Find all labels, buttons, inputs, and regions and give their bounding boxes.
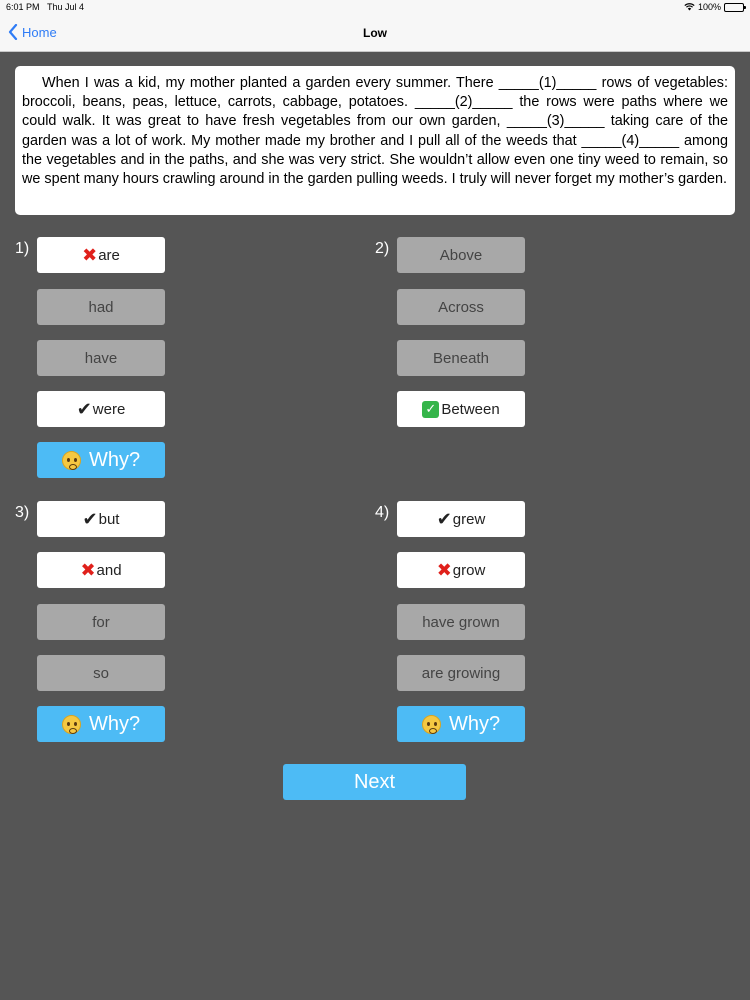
q4-option-3[interactable] xyxy=(397,604,525,640)
q1-option-3-label: have xyxy=(84,349,118,367)
q2-option-2[interactable] xyxy=(397,289,525,325)
wifi-icon xyxy=(684,3,695,11)
green-check-box-icon: ✓ xyxy=(422,401,439,418)
q1-why-button[interactable] xyxy=(37,442,165,478)
q1-option-3[interactable] xyxy=(37,340,165,376)
check-mark-icon: ✔ xyxy=(82,509,98,529)
navigation-bar xyxy=(0,14,750,52)
q1-option-1[interactable] xyxy=(37,237,165,273)
status-right xyxy=(684,2,744,12)
cross-mark-icon: ✖ xyxy=(436,560,452,580)
q4-option-4-label: are growing xyxy=(421,664,501,682)
q4-option-3-label: have grown xyxy=(422,613,500,631)
q4-option-1-label: grew xyxy=(452,510,486,528)
next-button-label: Next xyxy=(353,770,396,793)
q2-option-2-label: Across xyxy=(438,298,484,316)
q4-why-label: Why? xyxy=(448,712,501,735)
q1-why-label: Why? xyxy=(88,448,141,471)
q2-option-1-label: Above xyxy=(439,246,483,264)
q3-option-4-label: so xyxy=(93,664,109,682)
battery-percent: 100% xyxy=(697,2,721,12)
q3-option-2[interactable] xyxy=(37,552,165,588)
passage-text: When I was a kid, my mother planted a garden every summer. There _____(1)_____ rows of vegetables: broccoli, beans, peas, lettuce, carrots, cabbage, potatoes. _____(2)_____ the rows were paths where we could walk. It was great to have fresh vegetables from our own garden, _____(3)_____ taking care of the garden was a lot of work. My mother made my brother and I pull all of the weeds that _____(4)_____ among the vegetables and in the paths, and she was very strict. She wouldn’t allow even one tiny weed to remain, so we spent many hours crawling around in the garden pulling weeds. I truly will never forget my mother’s garden. xyxy=(15,66,735,215)
q1-option-2-label: had xyxy=(88,298,114,316)
back-button-label: Home xyxy=(22,24,57,40)
q4-option-2[interactable] xyxy=(397,552,525,588)
q4-option-4[interactable] xyxy=(397,655,525,691)
q2-option-4[interactable] xyxy=(397,391,525,427)
next-button[interactable] xyxy=(283,764,466,800)
q3-option-1[interactable] xyxy=(37,501,165,537)
q1-option-4[interactable] xyxy=(37,391,165,427)
check-mark-icon: ✔ xyxy=(436,509,452,529)
status-date: Thu Jul 4 xyxy=(47,2,85,12)
q2-option-3-label: Beneath xyxy=(433,349,489,367)
q3-option-3-label: for xyxy=(92,613,110,631)
question-number-3: 3) xyxy=(15,504,30,521)
page-title: Low xyxy=(363,26,387,40)
q1-option-2[interactable] xyxy=(37,289,165,325)
q3-option-3[interactable] xyxy=(37,604,165,640)
q4-option-2-label: grow xyxy=(452,561,486,579)
question-number-4: 4) xyxy=(375,504,390,521)
q3-why-button[interactable] xyxy=(37,706,165,742)
question-number-1: 1) xyxy=(15,240,30,257)
cross-mark-icon: ✖ xyxy=(80,560,96,580)
q2-option-3[interactable] xyxy=(397,340,525,376)
q3-option-2-label: and xyxy=(96,561,122,579)
worried-face-icon xyxy=(62,715,81,734)
worried-face-icon xyxy=(62,451,81,470)
q3-why-label: Why? xyxy=(88,712,141,735)
status-time: 6:01 PM xyxy=(6,2,40,12)
q3-option-4[interactable] xyxy=(37,655,165,691)
q1-option-1-label: are xyxy=(98,246,120,264)
status-bar xyxy=(0,0,750,14)
q3-option-1-label: but xyxy=(98,510,120,528)
question-number-2: 2) xyxy=(375,240,390,257)
check-mark-icon: ✔ xyxy=(76,399,92,419)
q4-why-button[interactable] xyxy=(397,706,525,742)
q2-option-1[interactable] xyxy=(397,237,525,273)
q2-option-4-label: Between xyxy=(441,400,500,418)
battery-icon xyxy=(724,3,744,12)
cross-mark-icon: ✖ xyxy=(82,245,98,265)
worried-face-icon xyxy=(422,715,441,734)
q1-option-4-label: were xyxy=(92,400,126,418)
q4-option-1[interactable] xyxy=(397,501,525,537)
